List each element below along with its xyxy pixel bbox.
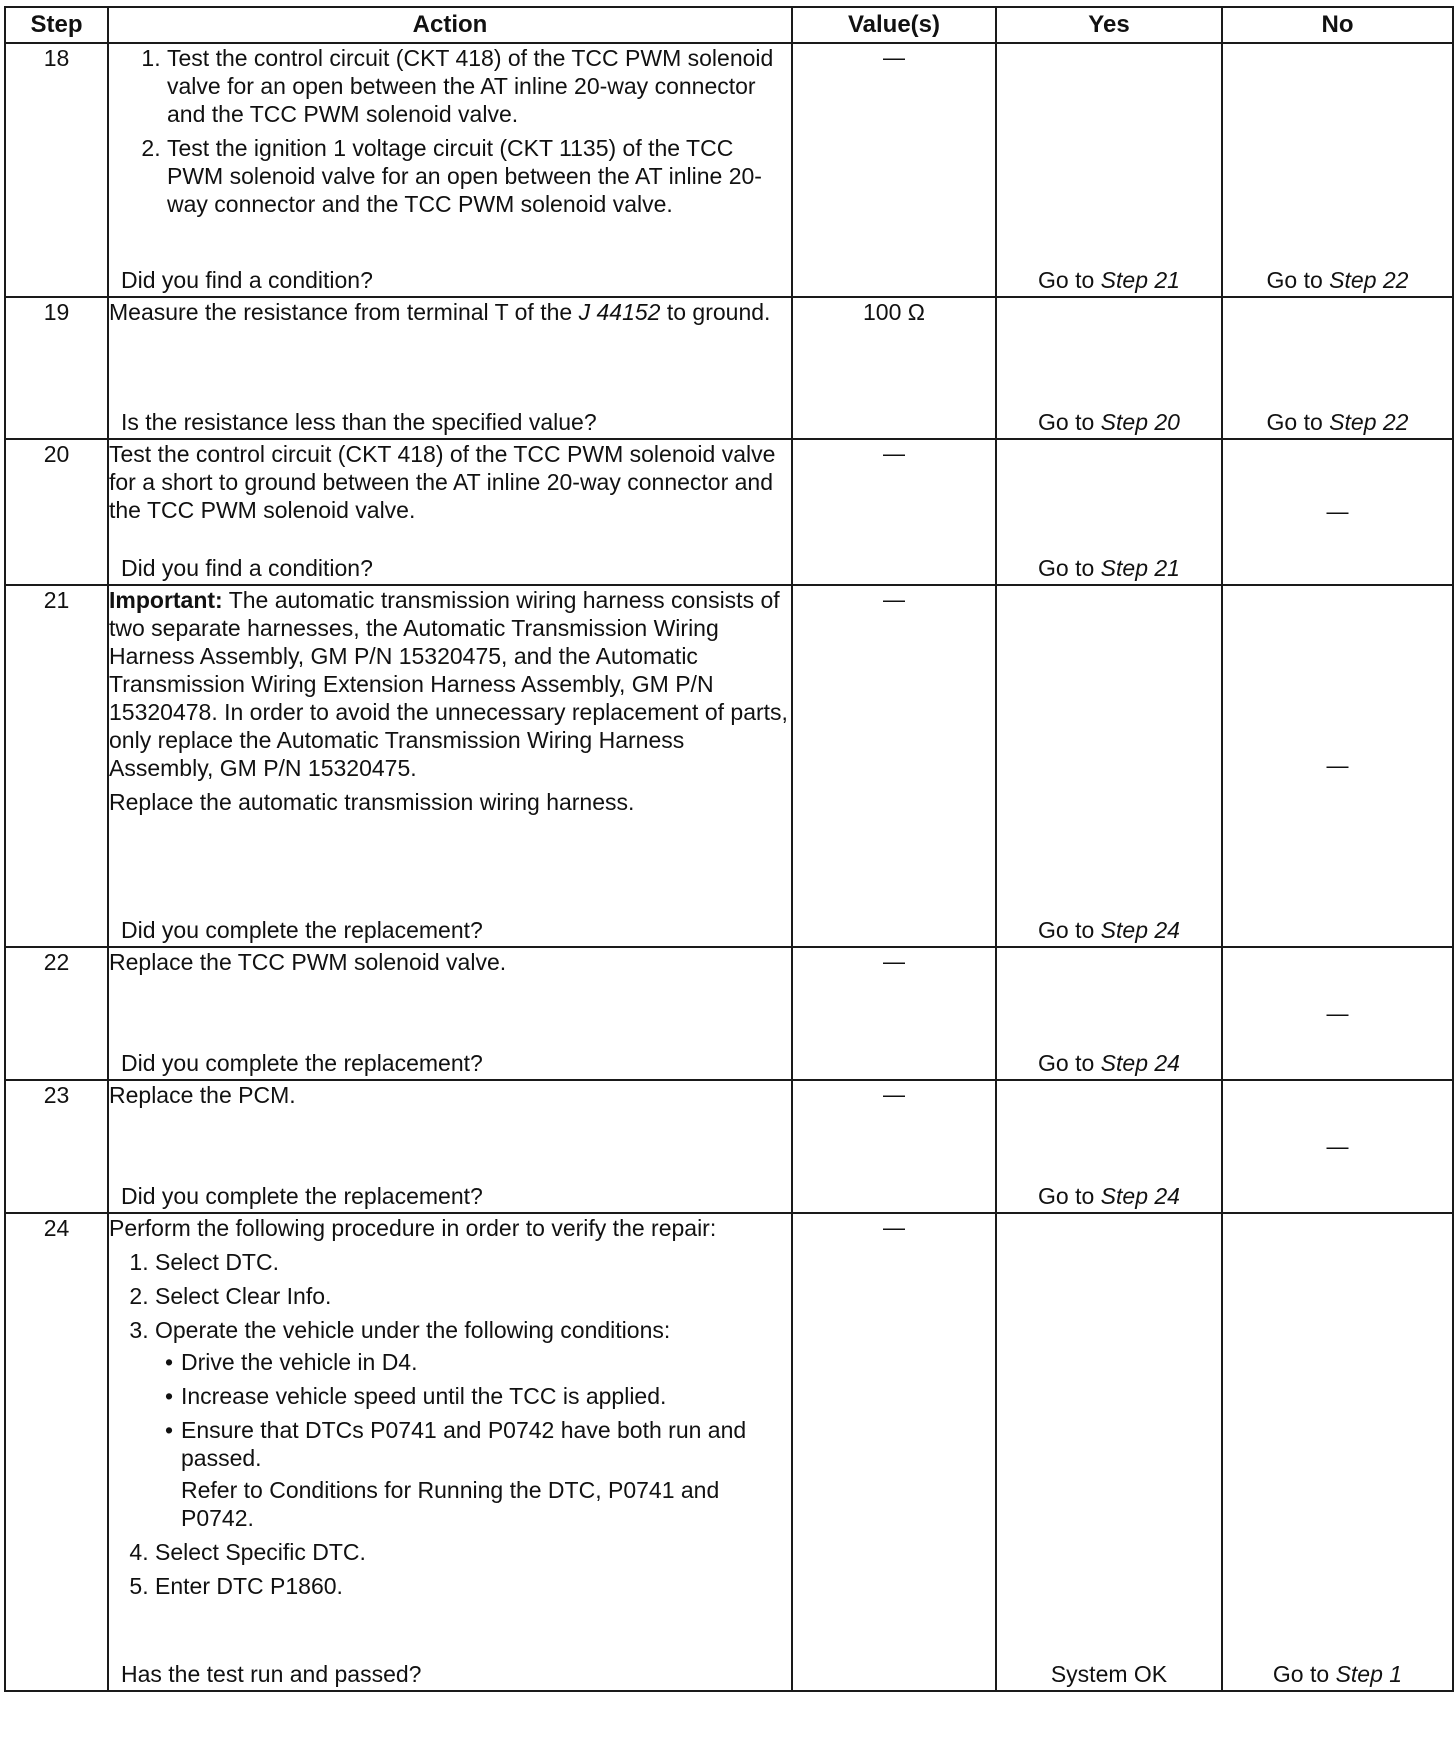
yes-cell — [996, 1213, 1222, 1691]
important-text: The automatic transmission wiring harness consists of two separate harnesses, the Automatic Transmission Wiring Harness Assembly, GM P/N 15320475, and the Automatic Transmission Wiring Extension Harness Assembly, GM P/N 15320478. In order to avoid the unnecessary replacement of parts, only replace the Automatic Transmission Wiring Harness Assembly, GM P/N 15320475. — [109, 587, 788, 781]
bullet-item: • Increase vehicle speed until the TCC is applied. — [181, 1382, 791, 1410]
header-no: No — [1222, 7, 1453, 43]
goto-prefix: Go to — [1038, 267, 1101, 293]
yes-cell — [996, 439, 1222, 585]
question-text: Did you find a condition? — [121, 555, 373, 581]
no-cell: — — [1222, 585, 1453, 947]
goto-prefix: Go to — [1038, 555, 1101, 581]
goto-prefix: Go to — [1038, 409, 1101, 435]
action-text-part: Measure the resistance from terminal T of the — [109, 299, 579, 325]
header-step: Step — [5, 7, 108, 43]
step-ref: Step 24 — [1100, 1050, 1180, 1076]
bullet-list — [155, 1348, 791, 1532]
no-goto-link[interactable] — [1223, 1660, 1452, 1688]
table-row — [5, 1213, 1453, 1691]
value-cell: — — [792, 947, 996, 1080]
diagnostic-table — [4, 6, 1454, 1692]
step-ref: Step 20 — [1100, 409, 1180, 435]
no-cell: — — [1222, 947, 1453, 1080]
action-text-part: to ground. — [660, 299, 771, 325]
action-cell — [108, 585, 792, 947]
yes-goto-link[interactable] — [997, 554, 1221, 582]
action-cell — [108, 1080, 792, 1213]
action-cell — [108, 947, 792, 1080]
header-action: Action — [108, 7, 792, 43]
yes-cell — [996, 297, 1222, 439]
goto-prefix: Go to — [1038, 1050, 1101, 1076]
table-row — [5, 297, 1453, 439]
step-number: 18 — [5, 43, 108, 297]
step-ref: Step 22 — [1329, 267, 1409, 293]
action-text: Replace the PCM. — [109, 1082, 296, 1108]
value-cell: 100 Ω — [792, 297, 996, 439]
important-label: Important: — [109, 587, 223, 613]
header-value: Value(s) — [792, 7, 996, 43]
bullet-text: Ensure that DTCs P0741 and P0742 have both run and passed. — [181, 1417, 747, 1471]
step-number: 23 — [5, 1080, 108, 1213]
goto-prefix: Go to — [1266, 409, 1330, 435]
no-cell — [1222, 297, 1453, 439]
action-text: Test the control circuit (CKT 418) of the TCC PWM solenoid valve for a short to ground between the AT inline 20-way connector and the TCC PWM solenoid valve. — [109, 441, 776, 523]
bullet-item: • Drive the vehicle in D4. — [181, 1348, 791, 1376]
tool-ref: J 44152 — [578, 299, 661, 325]
list-item-text: Operate the vehicle under the following conditions: — [155, 1317, 671, 1343]
header-row — [5, 7, 1453, 43]
value-cell: — — [792, 1213, 996, 1691]
step-number: 24 — [5, 1213, 108, 1691]
value-cell: — — [792, 439, 996, 585]
numbered-list — [109, 1248, 791, 1600]
list-item: 1. Test the control circuit (CKT 418) of the TCC PWM solenoid valve for an open between the AT inline 20-way connector and the TCC PWM solenoid valve. — [167, 44, 791, 128]
question-text: Did you complete the replacement? — [121, 1050, 483, 1076]
list-item: 2. Test the ignition 1 voltage circuit (CKT 1135) of the TCC PWM solenoid valve for an open between the AT inline 20-way connector and the TCC PWM solenoid valve. — [167, 134, 791, 218]
no-cell — [1222, 43, 1453, 297]
step-ref: Step 24 — [1100, 917, 1180, 943]
header-yes: Yes — [996, 7, 1222, 43]
list-item: 4. Select Specific DTC. — [155, 1538, 791, 1566]
goto-prefix: Go to — [1038, 917, 1101, 943]
yes-cell — [996, 43, 1222, 297]
action-intro: Perform the following procedure in order to verify the repair: — [109, 1215, 717, 1241]
yes-cell — [996, 947, 1222, 1080]
important-note — [109, 586, 791, 782]
table-row — [5, 585, 1453, 947]
no-goto-link[interactable] — [1223, 408, 1452, 436]
list-item: 2. Select Clear Info. — [155, 1282, 791, 1310]
step-number: 20 — [5, 439, 108, 585]
action-cell — [108, 43, 792, 297]
step-ref: Step 21 — [1100, 555, 1180, 581]
list-item: 1. Select DTC. — [155, 1248, 791, 1276]
no-cell: — — [1222, 1080, 1453, 1213]
action-text — [109, 298, 791, 326]
list-item: 5. Enter DTC P1860. — [155, 1572, 791, 1600]
step-ref: Step 21 — [1100, 267, 1180, 293]
step-ref: Step 1 — [1335, 1661, 1403, 1687]
step-ref: Step 22 — [1329, 409, 1409, 435]
table-row — [5, 947, 1453, 1080]
goto-prefix: Go to — [1272, 1661, 1336, 1687]
question-text: Is the resistance less than the specified value? — [121, 409, 597, 435]
yes-goto-link[interactable] — [997, 408, 1221, 436]
no-goto-link[interactable] — [1223, 266, 1452, 294]
step-number: 19 — [5, 297, 108, 439]
no-cell: — — [1222, 439, 1453, 585]
question-text: Did you complete the replacement? — [121, 917, 483, 943]
numbered-list — [109, 44, 791, 218]
list-item — [155, 1316, 791, 1532]
step-number: 22 — [5, 947, 108, 1080]
refer-note: Refer to Conditions for Running the DTC, P0741 and P0742. — [181, 1477, 720, 1531]
question-text: Has the test run and passed? — [121, 1661, 422, 1687]
question-text: Did you complete the replacement? — [121, 1183, 483, 1209]
step-ref: Step 24 — [1100, 1183, 1180, 1209]
step-number: 21 — [5, 585, 108, 947]
yes-result: System OK — [1050, 1661, 1168, 1687]
goto-prefix: Go to — [1038, 1183, 1101, 1209]
value-cell: — — [792, 585, 996, 947]
yes-goto-link[interactable] — [997, 266, 1221, 294]
value-cell: — — [792, 1080, 996, 1213]
yes-goto-link[interactable] — [997, 916, 1221, 944]
table-row — [5, 439, 1453, 585]
no-cell — [1222, 1213, 1453, 1691]
action-text: Replace the TCC PWM solenoid valve. — [109, 949, 507, 975]
bullet-item — [181, 1416, 791, 1532]
action-cell — [108, 297, 792, 439]
action-cell — [108, 439, 792, 585]
goto-prefix: Go to — [1266, 267, 1330, 293]
table-row — [5, 1080, 1453, 1213]
yes-goto-link[interactable] — [997, 1182, 1221, 1210]
question-text: Did you find a condition? — [121, 267, 373, 293]
table-row — [5, 43, 1453, 297]
action-cell — [108, 1213, 792, 1691]
value-cell: — — [792, 43, 996, 297]
yes-goto-link[interactable] — [997, 1049, 1221, 1077]
action-text: Replace the automatic transmission wiring harness. — [109, 789, 635, 815]
yes-cell — [996, 1080, 1222, 1213]
yes-cell — [996, 585, 1222, 947]
